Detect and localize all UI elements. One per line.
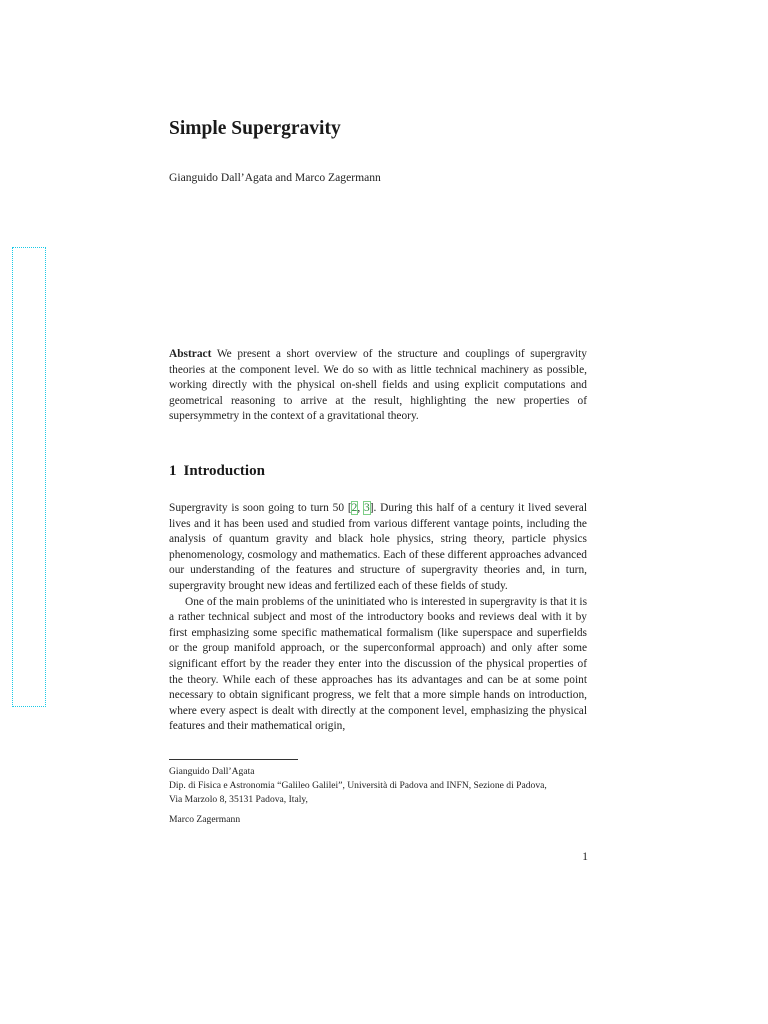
margin-annotation-box	[12, 247, 46, 707]
abstract-text: We present a short overview of the structure and couplings of supergravity theories at the component level. We do so with as little technical machinery as possible, working directly with the physical on-shell fields and using explicit computations and geometrical reasoning to arrive at the result, highlighting the new properties of supersymmetry in the context of a gravitational theory.	[169, 348, 587, 422]
paper-title: Simple Supergravity	[169, 118, 341, 139]
section-number: 1	[169, 463, 177, 479]
citation-link[interactable]: 3	[364, 502, 370, 514]
page-number: 1	[582, 851, 588, 863]
abstract-label: Abstract	[169, 348, 212, 360]
paragraph-text: ]. During this half of a century it lived several lives and it has been used and studied from various different vantage points, including the analysis of quantum gravity and black hole physics, string theory, particle physics phenomenology, cosmology and mathematics. Each of these different approaches advanced our understanding of the features and structure of supergravity theories and, in turn, supergravity brought new ideas and fertilized each of these fields of study.	[169, 502, 588, 592]
author-footnote	[169, 765, 599, 827]
abstract	[169, 347, 587, 425]
paragraph: One of the main problems of the uninitiated who is interested in supergravity is that it is a rather technical subject and most of the introductory books and reviews deal with it by first emphasizing some specific mathematical formalism (like superspace and superfields or the group manifold approach, or the superconformal approach) and only after some significant effort by the reader they enter into the discussion of the physical properties of the theory. While each of these approaches has its advantages and can be at some point necessary to obtain significant progress, we felt that a more simple hands on introduction, where every aspect is dealt with directly at the component level, emphasizing the physical features and their mathematical origin,	[169, 595, 587, 733]
footnote-address: Via Marzolo 8, 35131 Padova, Italy,	[169, 794, 308, 806]
footnote-rule	[169, 759, 298, 760]
footnote-affiliation: Dip. di Fisica e Astronomia “Galileo Galilei”, Università di Padova and INFN, Sezione di Padova,	[169, 780, 547, 792]
footnote-author-name: Gianguido Dall’Agata	[169, 766, 255, 777]
paragraph	[169, 501, 587, 595]
paragraph-text: Supergravity is soon going to turn 50 [	[169, 502, 352, 514]
section-body	[169, 501, 587, 735]
paper-authors: Gianguido Dall’Agata and Marco Zagermann	[169, 171, 381, 184]
section-heading	[169, 463, 265, 480]
footnote-author-name: Marco Zagermann	[169, 813, 241, 825]
citation-link[interactable]: 2	[351, 502, 358, 514]
citation-separator: ,	[357, 502, 365, 514]
section-title: Introduction	[183, 463, 265, 479]
